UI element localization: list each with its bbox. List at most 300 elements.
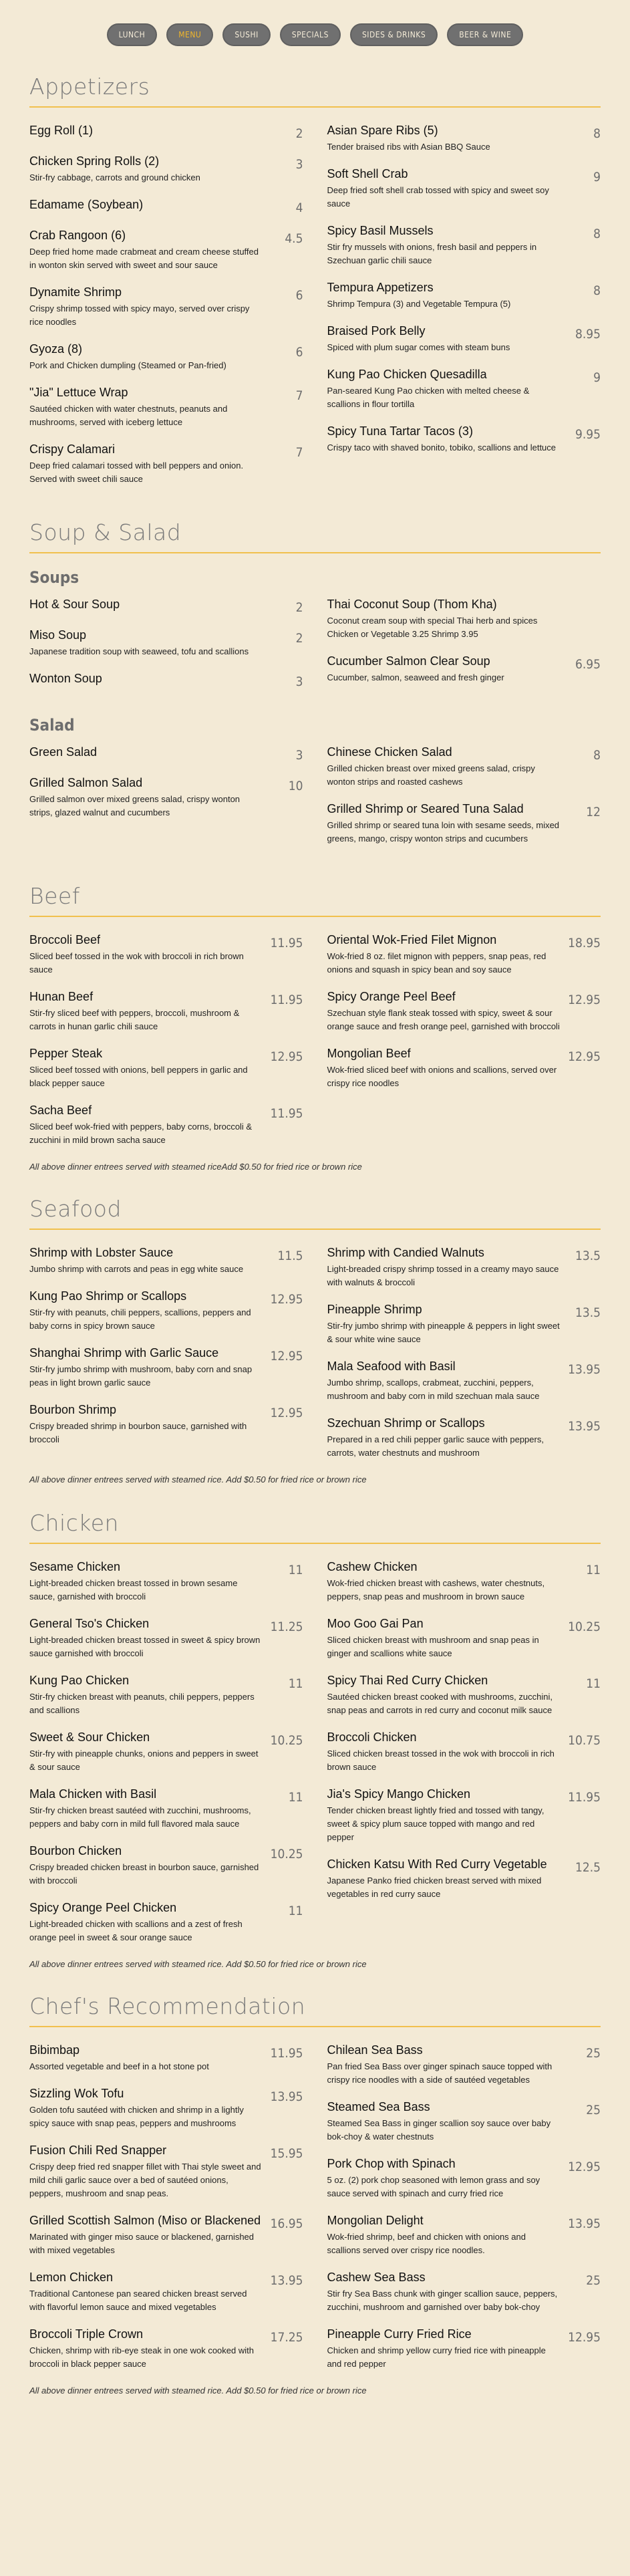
menu-item-price: 3 xyxy=(295,157,303,172)
menu-section-beef xyxy=(0,883,630,1172)
menu-item-body xyxy=(327,122,561,154)
menu-item-price: 9 xyxy=(593,370,601,385)
menu-section-seafood xyxy=(0,1196,630,1485)
menu-item-body xyxy=(327,2042,561,2087)
menu-item xyxy=(327,366,601,411)
menu-item-description: Deep fried home made crabmeat and cream cheese stuffed in wonton skin served with sweet and sour sauce xyxy=(29,247,259,270)
menu-item xyxy=(29,284,303,329)
menu-item xyxy=(29,2269,303,2314)
menu-item xyxy=(29,1045,303,1090)
menu-item-description: Sliced beef tossed in the wok with broccoli in rich brown sauce xyxy=(29,951,244,975)
menu-item xyxy=(29,227,303,272)
menu-item-body xyxy=(29,1843,263,1888)
menu-item-body xyxy=(327,423,561,455)
menu-item xyxy=(29,627,303,658)
menu-item-price: 15.95 xyxy=(270,2146,303,2161)
menu-item-price: 12.95 xyxy=(568,2330,601,2345)
menu-column-right xyxy=(327,596,601,701)
menu-columns xyxy=(29,2042,601,2383)
menu-column-right xyxy=(327,1559,601,1956)
menu-column-left xyxy=(29,744,303,858)
menu-item-price: 10 xyxy=(288,779,303,793)
menu-item xyxy=(327,223,601,267)
menu-item-name: Crab Rangoon (6) xyxy=(29,229,126,242)
menu-item-description: Pan fried Sea Bass over ginger spinach sauce topped with crispy rice noodles with a side of sautéed vegetables xyxy=(327,2061,553,2085)
menu-item xyxy=(327,1616,601,1660)
menu-item-price: 25 xyxy=(586,2046,601,2061)
menu-item xyxy=(29,153,303,184)
menu-columns xyxy=(29,1559,601,1956)
section-title: Chicken xyxy=(29,1510,601,1544)
menu-column-left xyxy=(29,122,303,498)
menu-columns xyxy=(29,122,601,498)
menu-item-body xyxy=(327,2212,561,2257)
menu-item-body xyxy=(327,1415,561,1460)
menu-item-body xyxy=(29,1616,263,1660)
menu-item-body xyxy=(29,1672,263,1717)
menu-item-price: 11 xyxy=(288,1904,303,1918)
menu-item-description: Szechuan style flank steak tossed with spicy, sweet & sour orange sauce and fresh orange peel, garnished with broccoli xyxy=(327,1008,560,1031)
menu-item-name: Sizzling Wok Tofu xyxy=(29,2087,124,2100)
menu-item-name: Chilean Sea Bass xyxy=(327,2043,423,2057)
menu-item-price: 10.75 xyxy=(568,1733,601,1748)
menu-item-body xyxy=(29,1288,263,1333)
menu-item-body xyxy=(327,2269,561,2314)
menu-item-price: 2 xyxy=(295,600,303,615)
menu-item-name: Grilled Salmon Salad xyxy=(29,776,143,789)
menu-item-name: Thai Coconut Soup (Thom Kha) xyxy=(327,598,497,611)
menu-item-body xyxy=(327,1301,561,1346)
menu-column-right xyxy=(327,2042,601,2383)
menu-item-name: Mongolian Delight xyxy=(327,2214,424,2227)
menu-item xyxy=(29,1843,303,1888)
menu-item-price: 12.95 xyxy=(270,1049,303,1064)
menu-item-description: Crispy breaded shrimp in bourbon sauce, garnished with broccoli xyxy=(29,1421,247,1444)
menu-item-body xyxy=(29,2042,263,2073)
menu-item-description: Stir-fry sliced beef with peppers, broccoli, mushroom & carrots in hunan garlic chili sauce xyxy=(29,1008,240,1031)
menu-item xyxy=(327,279,601,311)
menu-item-body xyxy=(29,744,263,763)
menu-item xyxy=(29,1245,303,1276)
menu-item-name: Mala Seafood with Basil xyxy=(327,1360,456,1373)
menu-item xyxy=(29,932,303,977)
menu-item-price: 4 xyxy=(295,201,303,215)
menu-item-body xyxy=(29,1245,263,1276)
menu-item xyxy=(327,323,601,354)
section-note: All above dinner entrees served with steamed rice. Add $0.50 for fried rice or brown rice xyxy=(29,1474,367,1485)
menu-item-body xyxy=(327,1786,561,1844)
menu-item-description: Marinated with ginger miso sauce or blackened, garnished with mixed vegetables xyxy=(29,2232,255,2255)
menu-item-name: Steamed Sea Bass xyxy=(327,2100,430,2113)
menu-item-body xyxy=(327,1358,561,1403)
menu-item-description: Light-breaded chicken breast tossed in sweet & spicy brown sauce garnished with broccoli xyxy=(29,1635,261,1658)
menu-item-description: Stir-fry chicken breast sautéed with zucchini, mushrooms, peppers and baby corn in mild full flavored mala sauce xyxy=(29,1805,251,1829)
menu-item xyxy=(29,1672,303,1717)
menu-item-body xyxy=(29,1402,263,1446)
menu-item-price: 11 xyxy=(586,1563,601,1577)
menu-item-name: Broccoli Beef xyxy=(29,933,101,946)
menu-item-name: Shrimp with Lobster Sauce xyxy=(29,1246,174,1259)
menu-item-name: Cashew Sea Bass xyxy=(327,2271,426,2284)
menu-item-price: 2 xyxy=(295,631,303,646)
menu-item-price: 10.25 xyxy=(270,1847,303,1861)
menu-item-body xyxy=(29,441,263,486)
nav-tab-lunch[interactable]: LUNCH xyxy=(107,23,158,46)
menu-item-body xyxy=(29,284,263,329)
menu-item-body xyxy=(327,2156,561,2200)
menu-item-body xyxy=(29,2142,263,2200)
menu-item-price: 11 xyxy=(288,1676,303,1691)
menu-item-price: 7 xyxy=(295,445,303,460)
section-title: Appetizers xyxy=(29,74,601,108)
menu-item-body xyxy=(327,1559,561,1603)
menu-columns xyxy=(29,596,601,701)
menu-item-name: Egg Roll (1) xyxy=(29,124,94,137)
menu-item xyxy=(29,341,303,372)
menu-item-description: Traditional Cantonese pan seared chicken breast served with flavorful lemon sauce and mixed vegetables xyxy=(29,2289,247,2312)
menu-item-name: Hot & Sour Soup xyxy=(29,598,120,611)
menu-item xyxy=(327,1358,601,1403)
menu-item-description: Stir fry Sea Bass chunk with ginger scallion sauce, peppers, zucchini, mushroom and garnished over baby bok-choy xyxy=(327,2289,558,2312)
menu-item xyxy=(29,384,303,429)
nav-tab-sushi[interactable]: SUSHI xyxy=(222,23,270,46)
menu-item-name: Cucumber Salmon Clear Soup xyxy=(327,654,490,668)
menu-item-body xyxy=(327,366,561,411)
menu-item-body xyxy=(29,1045,263,1090)
menu-item-description: Sliced chicken breast tossed in the wok with broccoli in rich brown sauce xyxy=(327,1749,555,1772)
subsection-title: Soups xyxy=(29,568,80,587)
menu-item-description: Grilled chicken breast over mixed greens salad, crispy wonton strips and roasted cashews xyxy=(327,763,535,787)
menu-item-body xyxy=(29,227,263,272)
menu-section-chicken xyxy=(0,1510,630,1969)
menu-item-body xyxy=(327,1616,561,1660)
menu-item-name: Kung Pao Chicken xyxy=(29,1674,130,1687)
menu-item-name: Moo Goo Gai Pan xyxy=(327,1617,424,1630)
menu-item xyxy=(327,1045,601,1090)
menu-item xyxy=(29,1102,303,1147)
menu-item-description: Stir-fry with pineapple chunks, onions and peppers in sweet & sour sauce xyxy=(29,1749,259,1772)
menu-item xyxy=(29,197,303,215)
menu-item-description: Sliced beef wok-fried with peppers, baby corns, broccoli & zucchini in mild brown sacha sauce xyxy=(29,1122,253,1145)
menu-item-body xyxy=(29,627,263,658)
menu-item-name: Shrimp with Candied Walnuts xyxy=(327,1246,484,1259)
menu-item-description: Stir fry mussels with onions, fresh basil and peppers in Szechuan garlic chili sauce xyxy=(327,242,537,265)
nav-tab-beer-wine[interactable]: BEER & WINE xyxy=(447,23,523,46)
menu-item-name: Spicy Orange Peel Chicken xyxy=(29,1901,177,1914)
menu-item xyxy=(29,989,303,1033)
menu-item-name: General Tso's Chicken xyxy=(29,1617,150,1630)
menu-item-name: Crispy Calamari xyxy=(29,442,116,456)
menu-item-name: Green Salad xyxy=(29,745,98,759)
menu-item-price: 2 xyxy=(295,126,303,141)
menu-item-body xyxy=(327,596,561,641)
menu-item xyxy=(327,2156,601,2200)
menu-item-body xyxy=(29,2269,263,2314)
menu-item-body xyxy=(327,744,561,789)
menu-item-price: 10.25 xyxy=(568,1620,601,1634)
menu-item-body xyxy=(29,122,263,141)
menu-item-price: 9 xyxy=(593,170,601,184)
menu-item-name: Broccoli Chicken xyxy=(327,1730,417,1744)
menu-item-body xyxy=(29,1786,263,1831)
menu-item-price: 6.95 xyxy=(575,657,601,672)
menu-item xyxy=(327,1301,601,1346)
menu-column-left xyxy=(29,596,303,701)
menu-item xyxy=(327,2099,601,2144)
menu-item-body xyxy=(29,670,263,689)
menu-item xyxy=(29,670,303,689)
menu-item-description: Jumbo shrimp, scallops, crabmeat, zucchini, peppers, mushroom and baby corn in mild szechuan mala sauce xyxy=(327,1378,540,1401)
menu-item-description: Sliced chicken breast with mushroom and snap peas in ginger and scallions white sauce xyxy=(327,1635,539,1658)
menu-item-price: 13.5 xyxy=(575,1305,601,1320)
menu-item-body xyxy=(327,223,561,267)
menu-item-name: Soft Shell Crab xyxy=(327,167,408,180)
menu-item xyxy=(327,1559,601,1603)
menu-item-price: 11 xyxy=(586,1676,601,1691)
menu-item-description: Shrimp Tempura (3) and Vegetable Tempura (5) xyxy=(327,299,511,309)
menu-item-price: 13.95 xyxy=(270,2273,303,2288)
menu-item-description: Coconut cream soup with special Thai herb and spices Chicken or Vegetable 3.25 Shrimp 3.95 xyxy=(327,616,538,639)
menu-item-name: Miso Soup xyxy=(29,628,87,642)
menu-item xyxy=(327,166,601,211)
menu-columns xyxy=(29,744,601,858)
menu-item-name: Wonton Soup xyxy=(29,672,102,685)
menu-item-description: Japanese Panko fried chicken breast served with mixed vegetables in red curry sauce xyxy=(327,1876,542,1899)
menu-item-price: 11 xyxy=(288,1790,303,1805)
menu-item xyxy=(327,744,601,789)
menu-item-price: 13.5 xyxy=(575,1249,601,1263)
menu-item-description: Grilled shrimp or seared tuna loin with sesame seeds, mixed greens, mango, crispy wonton strips and cucumbers xyxy=(327,820,560,844)
menu-item-price: 13.95 xyxy=(270,2089,303,2104)
menu-item-name: Dynamite Shrimp xyxy=(29,285,122,299)
menu-item-body xyxy=(29,1102,263,1147)
nav-tab-sides-drinks[interactable]: SIDES & DRINKS xyxy=(350,23,438,46)
menu-item-name: Fusion Chili Red Snapper xyxy=(29,2144,167,2157)
menu-item xyxy=(327,1415,601,1460)
menu-item-description: Jumbo shrimp with carrots and peas in egg white sauce xyxy=(29,1264,244,1274)
menu-column-left xyxy=(29,932,303,1159)
menu-item-body xyxy=(327,1245,561,1289)
menu-item-body xyxy=(327,653,561,684)
menu-item-price: 12.95 xyxy=(568,1049,601,1064)
menu-item xyxy=(29,1559,303,1603)
section-title: Soup & Salad xyxy=(29,519,601,553)
menu-item-body xyxy=(29,197,263,215)
menu-item-name: Kung Pao Chicken Quesadilla xyxy=(327,368,487,381)
menu-item-price: 11.95 xyxy=(270,993,303,1007)
menu-item-description: Japanese tradition soup with seaweed, tofu and scallions xyxy=(29,646,249,656)
menu-item-description: Crispy breaded chicken breast in bourbon sauce, garnished with broccoli xyxy=(29,1862,259,1886)
menu-item-description: Light-breaded chicken breast tossed in brown sesame sauce, garnished with broccoli xyxy=(29,1578,238,1601)
menu-columns xyxy=(29,932,601,1159)
menu-item xyxy=(29,1729,303,1774)
menu-item xyxy=(29,2326,303,2371)
menu-column-right xyxy=(327,1245,601,1472)
menu-item-description: Prepared in a red chili pepper garlic sauce with peppers, carrots, water chestnuts and mushroom xyxy=(327,1434,544,1458)
menu-item-price: 3 xyxy=(295,748,303,763)
menu-item-name: Oriental Wok-Fried Filet Mignon xyxy=(327,933,497,946)
menu-item-name: Pineapple Shrimp xyxy=(327,1303,422,1316)
section-title: Beef xyxy=(29,883,601,917)
menu-item-body xyxy=(327,279,561,311)
nav-tab-menu[interactable]: MENU xyxy=(166,23,213,46)
menu-item xyxy=(29,2212,303,2257)
menu-item xyxy=(29,2042,303,2073)
menu-item-name: Chicken Katsu With Red Curry Vegetable xyxy=(327,1857,547,1871)
menu-item xyxy=(29,2142,303,2200)
menu-item-price: 8 xyxy=(593,283,601,298)
menu-item xyxy=(29,1616,303,1660)
menu-item-price: 12.95 xyxy=(270,1406,303,1420)
menu-item-description: Grilled salmon over mixed greens salad, crispy wonton strips, glazed walnut and cucumbers xyxy=(29,794,241,817)
section-note: All above dinner entrees served with steamed rice. Add $0.50 for fried rice or brown rice xyxy=(29,1959,367,1969)
menu-column-right xyxy=(327,744,601,858)
menu-item-price: 12.95 xyxy=(270,1292,303,1307)
menu-item xyxy=(327,596,601,641)
menu-item-description: 5 oz. (2) pork chop seasoned with lemon grass and soy sauce served with spinach and curry fried rice xyxy=(327,2175,540,2198)
menu-item-body xyxy=(29,2085,263,2130)
menu-item-body xyxy=(327,989,561,1033)
menu-item-price: 13.95 xyxy=(568,2216,601,2231)
menu-item-price: 11.95 xyxy=(270,1106,303,1121)
menu-item-body xyxy=(327,2099,561,2144)
menu-item-price: 16.95 xyxy=(270,2216,303,2231)
menu-item-name: Shanghai Shrimp with Garlic Sauce xyxy=(29,1346,219,1360)
menu-item-price: 12.95 xyxy=(568,2160,601,2174)
menu-item-price: 12.5 xyxy=(575,1860,601,1875)
menu-item-body xyxy=(29,1729,263,1774)
menu-item xyxy=(327,1672,601,1717)
menu-item-name: Bourbon Chicken xyxy=(29,1844,122,1857)
section-title: Seafood xyxy=(29,1196,601,1230)
menu-item-price: 8 xyxy=(593,227,601,241)
menu-item-description: Wok-fried sliced beef with onions and scallions, served over crispy rice noodles xyxy=(327,1065,557,1088)
menu-item-body xyxy=(29,341,263,372)
menu-item-description: Crispy taco with shaved bonito, tobiko, scallions and lettuce xyxy=(327,442,557,453)
menu-item xyxy=(327,1729,601,1774)
menu-item-body xyxy=(29,153,263,184)
menu-item xyxy=(327,2269,601,2314)
menu-item-name: Chicken Spring Rolls (2) xyxy=(29,154,160,168)
menu-item-description: Crispy shrimp tossed with spicy mayo, served over crispy rice noodles xyxy=(29,303,250,327)
menu-item-body xyxy=(29,932,263,977)
menu-item-body xyxy=(327,1672,561,1717)
menu-item-name: Mala Chicken with Basil xyxy=(29,1787,157,1801)
menu-item-price: 7 xyxy=(295,388,303,403)
menu-item-description: Deep fried soft shell crab tossed with spicy and sweet soy sauce xyxy=(327,185,549,209)
nav-tab-specials[interactable]: SPECIALS xyxy=(280,23,341,46)
menu-item-description: Wok-fried shrimp, beef and chicken with onions and scallions served over crispy rice noodles. xyxy=(327,2232,526,2255)
menu-nav xyxy=(0,0,630,67)
menu-columns xyxy=(29,1245,601,1472)
menu-item-name: Pork Chop with Spinach xyxy=(327,2157,456,2170)
menu-item-name: Jia's Spicy Mango Chicken xyxy=(327,1787,471,1801)
menu-section-soup-salad xyxy=(0,519,630,858)
menu-item xyxy=(327,1245,601,1289)
menu-item xyxy=(327,2042,601,2087)
menu-item xyxy=(29,441,303,486)
menu-item-name: Pineapple Curry Fried Rice xyxy=(327,2327,472,2341)
menu-item-name: Hunan Beef xyxy=(29,990,94,1003)
menu-item-description: Stir-fry jumbo shrimp with pineapple & peppers in light sweet & sour white wine sauce xyxy=(327,1321,560,1344)
menu-item-name: Pepper Steak xyxy=(29,1047,103,1060)
menu-item-name: Bourbon Shrimp xyxy=(29,1403,117,1416)
menu-item-price: 11 xyxy=(288,1563,303,1577)
menu-item-body xyxy=(29,2326,263,2371)
menu-item xyxy=(327,2326,601,2371)
menu-item-body xyxy=(29,1900,263,1944)
menu-item-name: Spicy Basil Mussels xyxy=(327,224,434,237)
menu-content xyxy=(0,74,630,2396)
section-note: All above dinner entrees served with steamed rice. Add $0.50 for fried rice or brown rice xyxy=(29,2386,367,2396)
section-title: Chef's Recommendation xyxy=(29,1993,601,2027)
menu-item-description: Sautéed chicken breast cooked with mushrooms, zucchini, snap peas and carrots in red curry and coconut milk sauce xyxy=(327,1692,553,1715)
menu-item-description: Sautéed chicken with water chestnuts, peanuts and mushrooms, served with iceberg lettuce xyxy=(29,404,228,427)
menu-item xyxy=(327,122,601,154)
menu-item xyxy=(327,2212,601,2257)
menu-item xyxy=(29,744,303,763)
menu-item-price: 11.95 xyxy=(568,1790,601,1805)
menu-item-price: 8.95 xyxy=(575,327,601,342)
menu-item-name: Broccoli Triple Crown xyxy=(29,2327,144,2341)
menu-section-chef-s-recommendation xyxy=(0,1993,630,2396)
menu-item-description: Steamed Sea Bass in ginger scallion soy sauce over baby bok-choy & water chestnuts xyxy=(327,2118,551,2142)
menu-item xyxy=(29,596,303,615)
menu-item-price: 8 xyxy=(593,748,601,763)
menu-item xyxy=(29,1288,303,1333)
menu-item-body xyxy=(29,384,263,429)
menu-item-description: Cucumber, salmon, seaweed and fresh ginger xyxy=(327,672,504,682)
menu-item xyxy=(29,775,303,819)
menu-item-name: Gyoza (8) xyxy=(29,342,83,356)
menu-item-body xyxy=(327,1045,561,1090)
menu-column-left xyxy=(29,1559,303,1956)
menu-item xyxy=(327,989,601,1033)
menu-item-body xyxy=(29,596,263,615)
menu-item-price: 13.95 xyxy=(568,1362,601,1377)
menu-item-name: Asian Spare Ribs (5) xyxy=(327,124,438,137)
menu-item-body xyxy=(327,166,561,211)
menu-item-name: Bibimbap xyxy=(29,2043,80,2057)
menu-item-description: Golden tofu sautéed with chicken and shrimp in a lightly spicy sauce with snap peas, peppers and mushrooms xyxy=(29,2105,244,2128)
menu-item-name: Sacha Beef xyxy=(29,1104,92,1117)
subsection-title: Salad xyxy=(29,716,75,735)
menu-item-description: Tender chicken breast lightly fried and tossed with tangy, sweet & spicy plum sauce topped with mango and red pepper xyxy=(327,1805,544,1842)
menu-item-body xyxy=(29,2212,263,2257)
menu-item-price: 18.95 xyxy=(568,936,601,950)
menu-item xyxy=(327,1856,601,1901)
menu-item-body xyxy=(327,801,561,846)
menu-item-body xyxy=(327,2326,561,2371)
menu-item-price xyxy=(561,596,601,641)
menu-item-price: 12 xyxy=(586,805,601,819)
menu-item-body xyxy=(29,989,263,1033)
menu-item-description: Spiced with plum sugar comes with steam buns xyxy=(327,342,510,352)
menu-item-description: Chicken, shrimp with rib-eye steak in one wok cooked with broccoli in black pepper sauce xyxy=(29,2345,254,2369)
menu-item-name: Sweet & Sour Chicken xyxy=(29,1730,150,1744)
menu-item xyxy=(29,1900,303,1944)
menu-item-description: Stir-fry jumbo shrimp with mushroom, baby corn and snap peas in light brown garlic sauce xyxy=(29,1364,253,1388)
menu-item-name: Edamame (Soybean) xyxy=(29,198,144,211)
menu-item-name: Cashew Chicken xyxy=(327,1560,418,1573)
menu-item-name: Spicy Tuna Tartar Tacos (3) xyxy=(327,424,473,438)
menu-item-body xyxy=(29,1345,263,1390)
menu-item-name: Sesame Chicken xyxy=(29,1560,121,1573)
menu-item-description: Crispy deep fried red snapper fillet with Thai style sweet and mild chili garlic sauce over a bed of sautéed onions, peppers, mushroom and snap peas. xyxy=(29,2162,261,2198)
menu-item-body xyxy=(327,1729,561,1774)
menu-item-body xyxy=(327,1856,561,1901)
menu-item-description: Stir-fry chicken breast with peanuts, chili peppers, peppers and scallions xyxy=(29,1692,255,1715)
